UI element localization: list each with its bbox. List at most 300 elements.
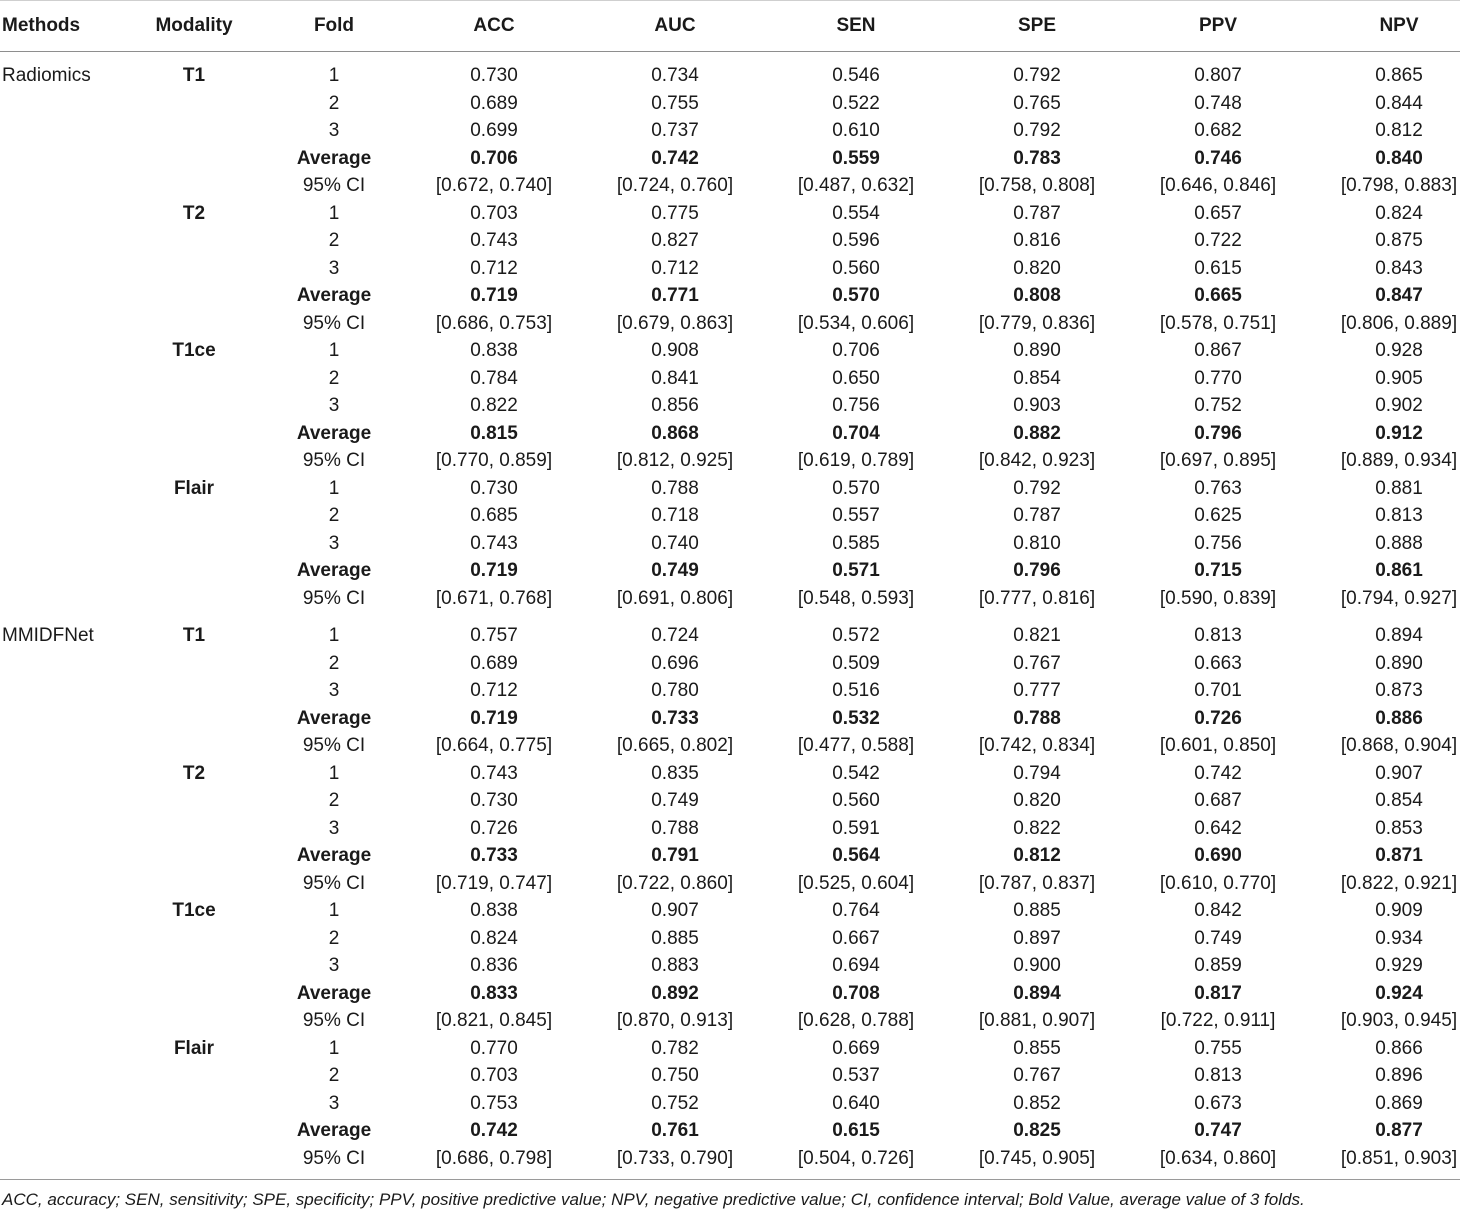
metric-value: 0.854 xyxy=(1013,368,1061,389)
metric-value: 0.509 xyxy=(832,653,880,674)
metric-value: 0.743 xyxy=(470,763,518,784)
fold-label: 3 xyxy=(328,120,340,141)
table-header-row xyxy=(0,0,1460,52)
metric-value: 0.665 xyxy=(1194,285,1242,306)
metric-value: [0.504, 0.726] xyxy=(797,1148,915,1169)
fold-label: 95% CI xyxy=(302,735,366,756)
metric-value: 0.560 xyxy=(832,258,880,279)
metric-value: 0.885 xyxy=(1013,900,1061,921)
modality-name: T2 xyxy=(182,762,206,784)
metric-value: [0.665, 0.802] xyxy=(616,735,734,756)
metric-value: 0.869 xyxy=(1375,1093,1423,1114)
fold-label: 1 xyxy=(328,340,340,361)
metric-value: [0.903, 0.945] xyxy=(1340,1010,1458,1031)
metric-value: 0.755 xyxy=(1194,1038,1242,1059)
metric-value: 0.756 xyxy=(1194,533,1242,554)
metric-value: [0.487, 0.632] xyxy=(797,175,915,196)
metric-value: 0.838 xyxy=(470,340,518,361)
metric-value: [0.842, 0.923] xyxy=(978,450,1096,471)
metric-value: [0.601, 0.850] xyxy=(1159,735,1277,756)
metric-value: 0.537 xyxy=(832,1065,880,1086)
metric-value: 0.719 xyxy=(470,560,518,581)
metric-value: [0.646, 0.846] xyxy=(1159,175,1277,196)
metric-value: 0.856 xyxy=(651,395,699,416)
fold-label: 3 xyxy=(328,395,340,416)
metric-value: 0.740 xyxy=(651,533,699,554)
modality-name: T1 xyxy=(182,65,206,86)
metric-value: 0.701 xyxy=(1194,680,1242,701)
metric-value: 0.822 xyxy=(470,395,518,416)
metric-value: 0.718 xyxy=(651,505,699,526)
metric-value: [0.671, 0.768] xyxy=(435,588,553,609)
metric-value: [0.525, 0.604] xyxy=(797,873,915,894)
metric-value: 0.861 xyxy=(1375,560,1423,581)
metric-value: [0.889, 0.934] xyxy=(1340,450,1458,471)
header-auc: AUC xyxy=(654,15,696,36)
fold-label: 2 xyxy=(328,1065,340,1086)
metric-value: 0.730 xyxy=(470,65,518,86)
fold-label: 1 xyxy=(328,1038,340,1059)
metric-value: 0.847 xyxy=(1375,285,1423,306)
metric-value: 0.812 xyxy=(1013,845,1061,866)
fold-label: 2 xyxy=(328,928,340,949)
metric-value: 0.810 xyxy=(1013,533,1061,554)
header-npv: NPV xyxy=(1379,15,1419,36)
metric-value: 0.673 xyxy=(1194,1093,1242,1114)
metric-value: 0.792 xyxy=(1013,478,1061,499)
metric-value: 0.734 xyxy=(651,65,699,86)
metric-value: 0.792 xyxy=(1013,120,1061,141)
metric-value: [0.851, 0.903] xyxy=(1340,1148,1458,1169)
metric-value: 0.788 xyxy=(651,818,699,839)
fold-label: Average xyxy=(296,285,372,306)
metric-value: 0.724 xyxy=(651,625,699,646)
metric-value: 0.752 xyxy=(1194,395,1242,416)
metric-value: 0.836 xyxy=(470,955,518,976)
metric-value: 0.903 xyxy=(1013,395,1061,416)
metric-value: 0.791 xyxy=(651,845,699,866)
metric-value: 0.532 xyxy=(832,708,880,729)
metric-value: 0.827 xyxy=(651,230,699,251)
fold-label: 2 xyxy=(328,505,340,526)
metric-value: 0.808 xyxy=(1013,285,1061,306)
metric-value: [0.868, 0.904] xyxy=(1340,735,1458,756)
metric-value: 0.722 xyxy=(1194,230,1242,251)
metric-value: 0.866 xyxy=(1375,1038,1423,1059)
fold-label: 95% CI xyxy=(302,450,366,471)
metric-value: 0.888 xyxy=(1375,533,1423,554)
metric-value: 0.669 xyxy=(832,1038,880,1059)
fold-label: 2 xyxy=(328,653,340,674)
metric-value: 0.908 xyxy=(651,340,699,361)
table-bottom-rule xyxy=(0,1179,1460,1180)
metric-value: 0.747 xyxy=(1194,1120,1242,1141)
metric-value: 0.821 xyxy=(1013,625,1061,646)
metric-value: 0.812 xyxy=(1375,120,1423,141)
fold-label: 1 xyxy=(328,625,340,646)
metric-value: 0.733 xyxy=(651,708,699,729)
metric-value: [0.722, 0.911] xyxy=(1160,1010,1276,1031)
metric-value: 0.689 xyxy=(470,653,518,674)
metric-value: 0.894 xyxy=(1013,983,1061,1004)
metric-value: 0.924 xyxy=(1375,983,1423,1004)
metric-value: 0.703 xyxy=(470,203,518,224)
fold-label: 95% CI xyxy=(302,1148,366,1169)
metric-value: [0.806, 0.889] xyxy=(1340,313,1458,334)
metric-value: [0.798, 0.883] xyxy=(1340,175,1458,196)
metric-value: [0.686, 0.798] xyxy=(435,1148,553,1169)
fold-label: 3 xyxy=(328,1093,340,1114)
metric-value: 0.886 xyxy=(1375,708,1423,729)
metric-value: 0.928 xyxy=(1375,340,1423,361)
metric-value: [0.812, 0.925] xyxy=(616,450,734,471)
metric-value: [0.770, 0.859] xyxy=(435,450,553,471)
metric-value: 0.796 xyxy=(1194,423,1242,444)
metric-value: 0.875 xyxy=(1375,230,1423,251)
metric-value: 0.667 xyxy=(832,928,880,949)
metric-value: [0.733, 0.790] xyxy=(616,1148,734,1169)
metric-value: [0.779, 0.836] xyxy=(978,313,1096,334)
metric-value: [0.719, 0.747] xyxy=(435,873,553,894)
metric-value: 0.743 xyxy=(470,533,518,554)
metric-value: 0.865 xyxy=(1375,65,1423,86)
metric-value: 0.699 xyxy=(470,120,518,141)
metric-value: 0.715 xyxy=(1194,560,1242,581)
metric-value: 0.890 xyxy=(1013,340,1061,361)
metric-value: 0.890 xyxy=(1375,653,1423,674)
metric-value: 0.570 xyxy=(832,478,880,499)
fold-label: 3 xyxy=(328,258,340,279)
metric-value: 0.706 xyxy=(832,340,880,361)
metric-value: 0.835 xyxy=(651,763,699,784)
metric-value: 0.763 xyxy=(1194,478,1242,499)
metric-value: 0.784 xyxy=(470,368,518,389)
metric-value: 0.780 xyxy=(651,680,699,701)
metric-value: 0.842 xyxy=(1194,900,1242,921)
metric-value: 0.807 xyxy=(1194,65,1242,86)
fold-label: 2 xyxy=(328,790,340,811)
modality-name: T1 xyxy=(182,625,206,646)
metric-value: 0.625 xyxy=(1194,505,1242,526)
metric-value: [0.870, 0.913] xyxy=(616,1010,734,1031)
metric-value: 0.907 xyxy=(1375,763,1423,784)
metric-value: 0.642 xyxy=(1194,818,1242,839)
header-spe: SPE xyxy=(1017,15,1057,36)
method-name: Radiomics xyxy=(2,65,91,86)
metric-value: 0.687 xyxy=(1194,790,1242,811)
metric-value: 0.882 xyxy=(1013,423,1061,444)
metric-value: [0.534, 0.606] xyxy=(797,313,915,334)
metric-value: 0.902 xyxy=(1375,395,1423,416)
fold-label: 1 xyxy=(328,203,340,224)
fold-label: Average xyxy=(296,148,372,169)
metric-value: [0.758, 0.808] xyxy=(978,175,1096,196)
metric-value: 0.748 xyxy=(1194,93,1242,114)
metric-value: 0.746 xyxy=(1194,148,1242,169)
header-ppv: PPV xyxy=(1198,15,1238,36)
metric-value: 0.685 xyxy=(470,505,518,526)
metric-value: [0.686, 0.753] xyxy=(435,313,553,334)
metric-value: 0.820 xyxy=(1013,258,1061,279)
fold-label: Average xyxy=(296,845,372,866)
metric-value: 0.591 xyxy=(832,818,880,839)
metric-value: 0.853 xyxy=(1375,818,1423,839)
metric-value: 0.894 xyxy=(1375,625,1423,646)
metric-value: 0.787 xyxy=(1013,203,1061,224)
metric-value: 0.559 xyxy=(832,148,880,169)
metric-value: 0.822 xyxy=(1013,818,1061,839)
metric-value: 0.516 xyxy=(832,680,880,701)
metric-value: 0.896 xyxy=(1375,1065,1423,1086)
header-modality: Modality xyxy=(155,15,233,36)
fold-label: Average xyxy=(296,1120,372,1141)
metric-value: 0.712 xyxy=(470,258,518,279)
metric-value: 0.854 xyxy=(1375,790,1423,811)
metric-value: 0.554 xyxy=(832,203,880,224)
metric-value: 0.817 xyxy=(1194,983,1242,1004)
metric-value: [0.578, 0.751] xyxy=(1159,313,1277,334)
metric-value: 0.640 xyxy=(832,1093,880,1114)
metric-value: 0.787 xyxy=(1013,505,1061,526)
metric-value: 0.905 xyxy=(1375,368,1423,389)
metric-value: 0.542 xyxy=(832,763,880,784)
metric-value: 0.825 xyxy=(1013,1120,1061,1141)
metric-value: 0.934 xyxy=(1375,928,1423,949)
metric-value: 0.820 xyxy=(1013,790,1061,811)
metric-value: [0.672, 0.740] xyxy=(435,175,553,196)
metric-value: 0.706 xyxy=(470,148,518,169)
metric-value: 0.730 xyxy=(470,478,518,499)
metric-value: [0.610, 0.770] xyxy=(1159,873,1277,894)
metric-value: 0.696 xyxy=(651,653,699,674)
metric-value: 0.868 xyxy=(651,423,699,444)
metric-value: [0.628, 0.788] xyxy=(797,1010,915,1031)
metric-value: 0.712 xyxy=(651,258,699,279)
metric-value: 0.838 xyxy=(470,900,518,921)
fold-label: 95% CI xyxy=(302,588,366,609)
metric-value: 0.833 xyxy=(470,983,518,1004)
metric-value: 0.719 xyxy=(470,708,518,729)
metric-value: 0.877 xyxy=(1375,1120,1423,1141)
metric-value: 0.859 xyxy=(1194,955,1242,976)
fold-label: Average xyxy=(296,560,372,581)
metric-value: 0.557 xyxy=(832,505,880,526)
metric-value: 0.770 xyxy=(470,1038,518,1059)
metric-value: 0.770 xyxy=(1194,368,1242,389)
metric-value: 0.694 xyxy=(832,955,880,976)
metric-value: 0.742 xyxy=(470,1120,518,1141)
metric-value: 0.682 xyxy=(1194,120,1242,141)
metric-value: 0.749 xyxy=(1194,928,1242,949)
metric-value: 0.757 xyxy=(470,625,518,646)
metric-value: 0.704 xyxy=(832,423,880,444)
metric-value: 0.596 xyxy=(832,230,880,251)
metric-value: 0.733 xyxy=(470,845,518,866)
metric-value: 0.650 xyxy=(832,368,880,389)
metric-value: 0.855 xyxy=(1013,1038,1061,1059)
metric-value: 0.815 xyxy=(470,423,518,444)
metric-value: 0.767 xyxy=(1013,653,1061,674)
fold-label: 3 xyxy=(328,533,340,554)
metric-value: 0.873 xyxy=(1375,680,1423,701)
header-fold: Fold xyxy=(313,15,355,36)
metric-value: 0.737 xyxy=(651,120,699,141)
fold-label: 95% CI xyxy=(302,313,366,334)
metric-value: 0.792 xyxy=(1013,65,1061,86)
metric-value: 0.703 xyxy=(470,1065,518,1086)
metric-value: 0.657 xyxy=(1194,203,1242,224)
metric-value: 0.852 xyxy=(1013,1093,1061,1114)
metric-value: 0.749 xyxy=(651,790,699,811)
table-footnote: ACC, accuracy; SEN, sensitivity; SPE, specificity; PPV, positive predictive value; NPV, negative predictive value; CI, confidence interval; Bold Value, average value of 3 folds. xyxy=(2,1190,1305,1209)
metric-value: [0.794, 0.927] xyxy=(1340,588,1458,609)
metric-value: [0.664, 0.775] xyxy=(435,735,553,756)
metric-value: 0.585 xyxy=(832,533,880,554)
metric-value: 0.871 xyxy=(1375,845,1423,866)
metric-value: 0.777 xyxy=(1013,680,1061,701)
metric-value: 0.796 xyxy=(1013,560,1061,581)
fold-label: 3 xyxy=(328,818,340,839)
metric-value: [0.881, 0.907] xyxy=(978,1010,1096,1031)
header-acc: ACC xyxy=(473,15,515,36)
fold-label: 2 xyxy=(328,368,340,389)
metric-value: [0.724, 0.760] xyxy=(616,175,734,196)
modality-name: T1ce xyxy=(172,340,216,361)
metric-value: 0.841 xyxy=(651,368,699,389)
fold-label: 95% CI xyxy=(302,1010,366,1031)
metric-value: [0.821, 0.845] xyxy=(435,1010,553,1031)
metric-value: [0.679, 0.863] xyxy=(616,313,734,334)
metric-value: 0.522 xyxy=(832,93,880,114)
header-methods: Methods xyxy=(2,15,81,36)
metric-value: [0.697, 0.895] xyxy=(1159,450,1277,471)
metric-value: [0.619, 0.789] xyxy=(797,450,915,471)
metric-value: 0.775 xyxy=(651,203,699,224)
fold-label: 3 xyxy=(328,680,340,701)
metric-value: 0.572 xyxy=(832,625,880,646)
metric-value: 0.571 xyxy=(832,560,880,581)
metric-value: 0.726 xyxy=(1194,708,1242,729)
metric-value: 0.570 xyxy=(832,285,880,306)
metric-value: 0.742 xyxy=(1194,763,1242,784)
metric-value: [0.590, 0.839] xyxy=(1159,588,1277,609)
metric-value: 0.663 xyxy=(1194,653,1242,674)
metric-value: 0.843 xyxy=(1375,258,1423,279)
metric-value: [0.742, 0.834] xyxy=(978,735,1096,756)
metric-value: 0.813 xyxy=(1375,505,1423,526)
metric-value: 0.883 xyxy=(651,955,699,976)
metric-value: [0.477, 0.588] xyxy=(797,735,915,756)
metric-value: 0.755 xyxy=(651,93,699,114)
metric-value: 0.783 xyxy=(1013,148,1061,169)
metric-value: [0.745, 0.905] xyxy=(978,1148,1096,1169)
metric-value: 0.615 xyxy=(1194,258,1242,279)
metric-value: [0.548, 0.593] xyxy=(797,588,915,609)
metric-value: 0.564 xyxy=(832,845,880,866)
metric-value: 0.912 xyxy=(1375,423,1423,444)
fold-label: 3 xyxy=(328,955,340,976)
metric-value: 0.719 xyxy=(470,285,518,306)
modality-name: T1ce xyxy=(172,900,216,921)
metric-value: 0.726 xyxy=(470,818,518,839)
metric-value: 0.881 xyxy=(1375,478,1423,499)
fold-label: 95% CI xyxy=(302,873,366,894)
metric-value: [0.634, 0.860] xyxy=(1159,1148,1277,1169)
metric-value: 0.756 xyxy=(832,395,880,416)
metric-value: 0.892 xyxy=(651,983,699,1004)
metric-value: 0.813 xyxy=(1194,625,1242,646)
metric-value: 0.900 xyxy=(1013,955,1061,976)
fold-label: Average xyxy=(296,708,372,729)
fold-label: 1 xyxy=(328,65,340,86)
metric-value: 0.885 xyxy=(651,928,699,949)
metric-value: 0.771 xyxy=(651,285,699,306)
metric-value: 0.752 xyxy=(651,1093,699,1114)
metric-value: 0.788 xyxy=(651,478,699,499)
metric-value: 0.909 xyxy=(1375,900,1423,921)
metric-value: [0.822, 0.921] xyxy=(1340,873,1458,894)
metric-value: 0.782 xyxy=(651,1038,699,1059)
metric-value: [0.722, 0.860] xyxy=(616,873,734,894)
metric-value: 0.742 xyxy=(651,148,699,169)
metric-value: 0.615 xyxy=(832,1120,880,1141)
metric-value: 0.844 xyxy=(1375,93,1423,114)
metric-value: 0.753 xyxy=(470,1093,518,1114)
metric-value: 0.749 xyxy=(651,560,699,581)
header-sen: SEN xyxy=(836,15,876,36)
metric-value: 0.743 xyxy=(470,230,518,251)
metric-value: 0.750 xyxy=(651,1065,699,1086)
fold-label: Average xyxy=(296,983,372,1004)
metric-value: 0.689 xyxy=(470,93,518,114)
fold-label: 1 xyxy=(328,900,340,921)
fold-label: 1 xyxy=(328,478,340,499)
metric-value: 0.840 xyxy=(1375,148,1423,169)
metric-value: 0.767 xyxy=(1013,1065,1061,1086)
metric-value: 0.765 xyxy=(1013,93,1061,114)
metric-value: 0.897 xyxy=(1013,928,1061,949)
metric-value: 0.929 xyxy=(1375,955,1423,976)
fold-label: 1 xyxy=(328,763,340,784)
fold-label: Average xyxy=(296,423,372,444)
modality-name: Flair xyxy=(173,477,215,499)
metric-value: 0.610 xyxy=(832,120,880,141)
modality-name: Flair xyxy=(173,1037,215,1059)
metric-value: [0.787, 0.837] xyxy=(978,873,1096,894)
metric-value: 0.794 xyxy=(1013,763,1061,784)
method-name: MMIDFNet xyxy=(2,625,94,646)
modality-name: T2 xyxy=(182,202,206,224)
metric-value: 0.816 xyxy=(1013,230,1061,251)
metric-value: 0.764 xyxy=(832,900,880,921)
metric-value: 0.712 xyxy=(470,680,518,701)
metric-value: 0.708 xyxy=(832,983,880,1004)
metric-value: 0.824 xyxy=(1375,203,1423,224)
metric-value: 0.907 xyxy=(651,900,699,921)
metric-value: [0.691, 0.806] xyxy=(616,588,734,609)
fold-label: 2 xyxy=(328,230,340,251)
fold-label: 95% CI xyxy=(302,175,366,196)
metric-value: 0.867 xyxy=(1194,340,1242,361)
metric-value: 0.560 xyxy=(832,790,880,811)
metric-value: [0.777, 0.816] xyxy=(978,588,1096,609)
metric-value: 0.546 xyxy=(832,65,880,86)
fold-label: 2 xyxy=(328,93,340,114)
metric-value: 0.813 xyxy=(1194,1065,1242,1086)
metric-value: 0.690 xyxy=(1194,845,1242,866)
metric-value: 0.824 xyxy=(470,928,518,949)
metric-value: 0.788 xyxy=(1013,708,1061,729)
